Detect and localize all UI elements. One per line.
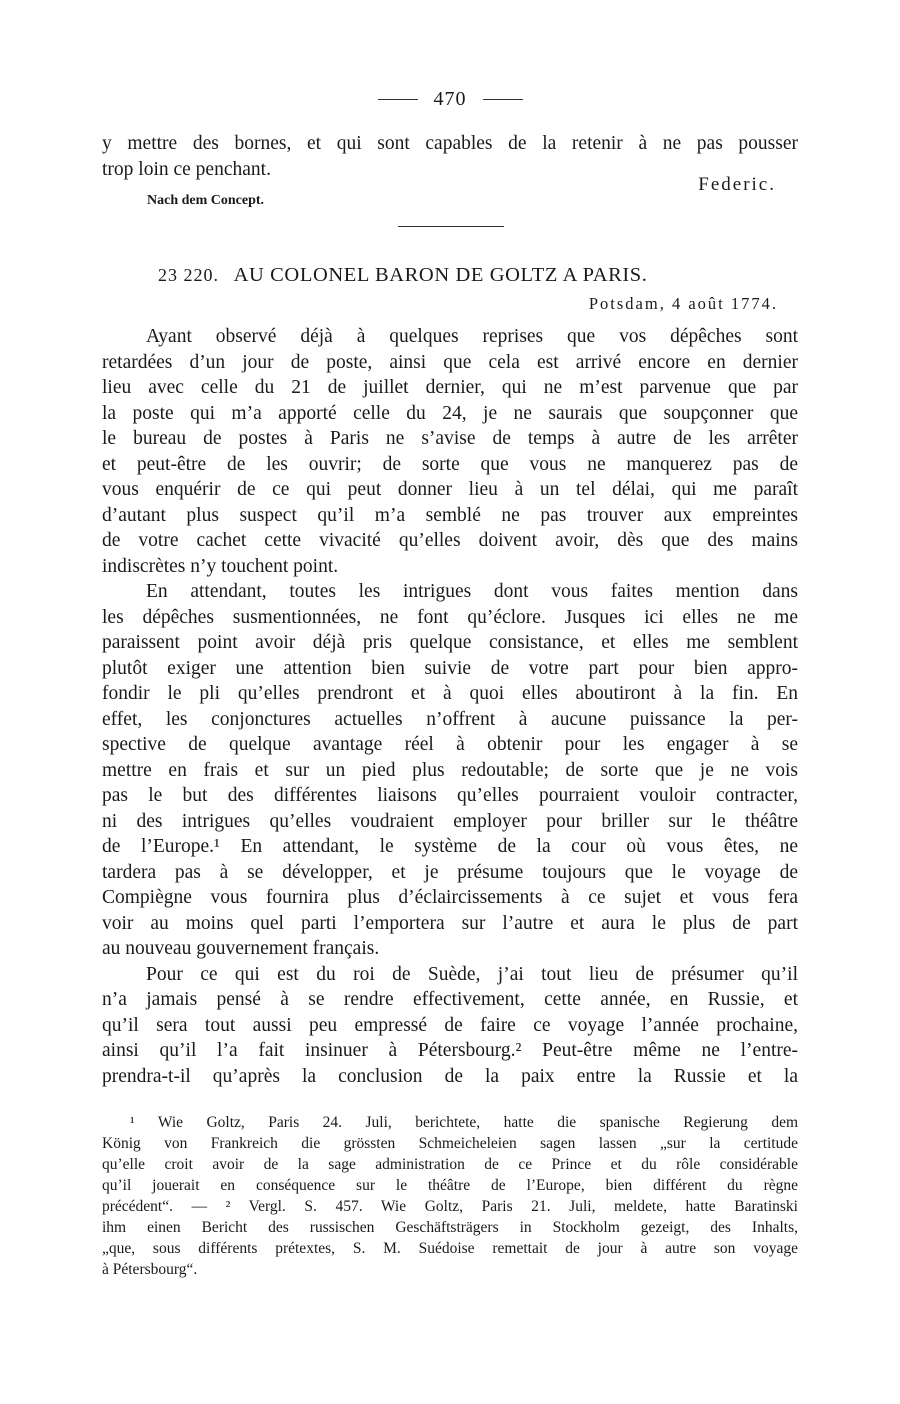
- body-line: Ayant observé déjà à quelques reprises que vos dépêches sont: [146, 326, 798, 347]
- section-divider: [398, 226, 504, 227]
- footnote-line: König von Frankreich die grössten Schmeicheleien sagen lassen „sur la certitude: [102, 1135, 798, 1152]
- body-line: En attendant, toutes les intrigues dont vous faites mention dans: [146, 581, 798, 602]
- body-line: et peut-être de les ouvrir; de sorte que vous ne manquerez pas de: [102, 453, 798, 475]
- body-line: ainsi qu’il l’a fait insinuer à Pétersbourg.² Peut-être même ne l’entre-: [102, 1040, 798, 1061]
- body-line: effet, les conjonctures actuelles n’offrent à aucune puissance la per-: [102, 708, 798, 730]
- footnote-line: à Pétersbourg“.: [102, 1261, 198, 1278]
- header-dash-left: [378, 99, 418, 100]
- body-line: mettre en frais et sur un pied plus redoutable; de sorte que je ne vois: [102, 759, 798, 781]
- body-line: voir au moins quel parti l’emportera sur l’autre et aura le plus de part: [102, 912, 798, 934]
- header-dash-right: [483, 99, 523, 100]
- source-note: Nach dem Concept.: [147, 193, 265, 208]
- closing-line: trop loin ce penchant.: [102, 159, 271, 180]
- place-date: Potsdam, 4 août 1774.: [588, 294, 778, 313]
- page-header: [0, 88, 900, 111]
- page-number: 470: [433, 88, 467, 110]
- body-line: Compiègne vous fournira plus d’éclaircissements à ce sujet et vous fera: [102, 887, 798, 908]
- body-line: retardées d’un jour de poste, ainsi que cela est arrivé encore en dernier: [102, 351, 798, 373]
- body-line: de votre cachet cette vivacité qu’elles doivent avoir, dès que des mains: [102, 530, 798, 551]
- footnote-line: précédent“. — ² Vergl. S. 457. Wie Goltz, Paris 21. Juli, meldete, hatte Baratinski: [102, 1198, 798, 1215]
- footnote-line: ¹ Wie Goltz, Paris 24. Juli, berichtete, hatte die spanische Regierung dem: [130, 1114, 798, 1131]
- signature: Federic.: [698, 174, 776, 195]
- body-line: lieu avec celle du 21 de juillet dernier, qui ne m’est parvenue que par: [102, 377, 798, 398]
- body-line: le bureau de postes à Paris ne s’avise de temps à autre de les arrêter: [102, 428, 798, 449]
- body-line: qu’il sera tout aussi peu empressé de faire ce voyage l’année prochaine,: [102, 1014, 798, 1036]
- body-line: tardera pas à se développer, et je présume toujours que le voyage de: [102, 861, 798, 883]
- letter-heading: [158, 264, 648, 287]
- body-line: ni des intrigues qu’elles voudraient employer pour briller sur le théâtre: [102, 810, 798, 832]
- footnote-line: qu’il jouerait en conséquence sur le théâtre de l’Europe, bien différent du règne: [102, 1177, 798, 1194]
- body-line: indiscrètes n’y touchent point.: [102, 555, 339, 577]
- body-line: d’autant plus suspect qu’il m’a semblé ne pas trouver aux empreintes: [102, 504, 798, 526]
- body-line: les dépêches susmentionnées, ne font qu’éclore. Jusques ici elles ne me: [102, 606, 798, 628]
- closing-line: y mettre des bornes, et qui sont capables de la retenir à ne pas pousser: [102, 133, 798, 154]
- body-line: paraissent point avoir déjà pris quelque consistance, et elles me semblent: [102, 632, 798, 653]
- body-line: prendra-t-il qu’après la conclusion de la paix entre la Russie et la: [102, 1065, 798, 1087]
- footnote-line: „que, sous différents prétextes, S. M. Suédoise remettait de jour à autre son voyage: [102, 1240, 798, 1257]
- letter-number: 23 220.: [158, 265, 219, 285]
- body-line: la poste qui m’a apporté celle du 24, je ne saurais que soupçonner que: [102, 402, 798, 424]
- footnote-line: qu’elle croit avoir de la sage administration de ce Prince et du rôle considérable: [102, 1156, 798, 1173]
- body-line: n’a jamais pensé à se rendre effectivement, cette année, en Russie, et: [102, 989, 798, 1010]
- body-line: fondir le pli qu’elles prendront et à quoi elles aboutiront à la fin. En: [102, 683, 798, 704]
- body-line: vous enquérir de ce qui peut donner lieu à un tel délai, qui me paraît: [102, 479, 798, 500]
- letter-title: AU COLONEL BARON DE GOLTZ A PARIS.: [233, 264, 648, 286]
- body-line: pas le but des différentes liaisons qu’elles pourraient vouloir contracter,: [102, 785, 798, 806]
- body-line: de l’Europe.¹ En attendant, le système de la cour où vous êtes, ne: [102, 836, 798, 857]
- body-line: au nouveau gouvernement français.: [102, 938, 380, 959]
- body-line: Pour ce qui est du roi de Suède, j’ai tout lieu de présumer qu’il: [146, 963, 798, 985]
- body-line: spective de quelque avantage réel à obtenir pour les engager à se: [102, 734, 798, 755]
- footnote-line: ihm einen Bericht des russischen Geschäftsträgers in Stockholm gezeigt, des Inhalts,: [102, 1219, 798, 1236]
- body-line: plutôt exiger une attention bien suivie de votre part pour bien appro-: [102, 657, 798, 679]
